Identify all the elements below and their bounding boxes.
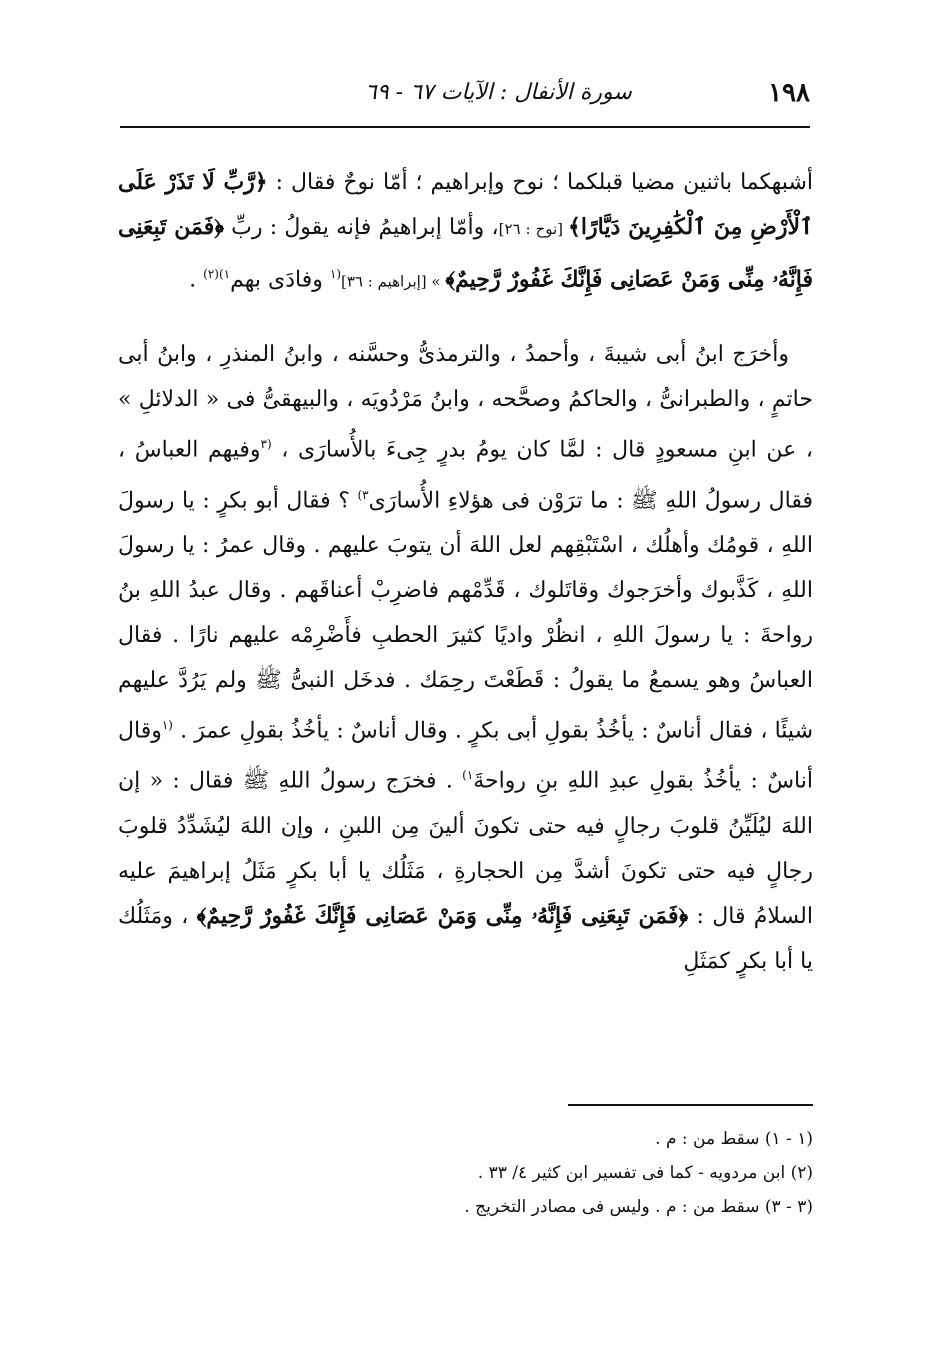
page-number: ١٩٨ <box>768 78 810 108</box>
footnote-marker: (١ <box>161 717 173 732</box>
footnote-marker: (٣ <box>260 437 272 452</box>
text-segment: وفيهم العباسُ ، فقال رسولُ اللهِ ﷺ : ما ترَوْن فى هؤلاءِ الأُسارَى <box>118 437 813 513</box>
verse-reference: » [إبراهيم : ٣٦] <box>341 272 446 291</box>
text-segment: أشبهكما باثنين مضيا قبلكما ؛ نوح وإبراهيم ؛ أمّا نوحٌ فقال : <box>267 170 813 195</box>
footnote-rule <box>568 1104 813 1106</box>
quran-quote: ﴿فَمَن تَبِعَنِى فَإِنَّهُۥ مِنِّى وَمَنْ عَصَانِى فَإِنَّكَ غَفُورٌ رَّحِيمٌ﴾ <box>196 902 689 929</box>
footnote-marker: ٣) <box>357 487 369 502</box>
text-segment: . <box>189 267 204 293</box>
footnote: (٢) ابن مردويه - كما فى تفسير ابن كثير ٤/ ٣٣ . <box>477 1163 813 1183</box>
footnotes <box>300 1122 813 1224</box>
header-rule <box>120 126 810 128</box>
paragraph-2 <box>118 332 813 983</box>
quran-quote: ﴿رَّبِّ لَا تَذَرْ عَلَى ٱلْأَرْضِ مِنَ ٱلْكَٰفِرِينَ دَيَّارًا﴾ <box>118 169 813 240</box>
footnote: (٣ - ٣) سقط من : م . وليس فى مصادر التخريج . <box>464 1197 813 1217</box>
text-segment: وقال أناسٌ : يأخُذُ بقولِ عبدِ اللهِ بنِ رواحةَ <box>118 718 813 794</box>
text-segment: ، وأمّا إبراهيمُ فإنه يقولُ : ربِّ <box>223 215 499 240</box>
text-segment: وفادَى بهم <box>230 267 330 293</box>
quran-quote: ﴿فَمَن تَبِعَنِى فَإِنَّهُۥ مِنِّى وَمَنْ عَصَانِى فَإِنَّكَ غَفُورٌ رَّحِيمٌ﴾ <box>118 214 813 293</box>
text-segment: وأخرَج ابنُ أبى شيبةَ ، وأحمدُ ، والترمذىُّ وحسَّنه ، وابنُ المنذرِ ، وابنُ أبى حاتمٍ ، والطبرانىُّ ، والحاكمُ وصحَّحه ، وابنُ مَرْدُويَه ، والبيهقىُّ فى « الدلائلِ » ، عن ابنِ مسعودٍ قال : لمَّا كان يومُ بدرٍ جِىءَ بالأُسارَى ، <box>118 342 813 463</box>
text-segment: . فخرَج رسولُ اللهِ ﷺ فقال : « إن اللهَ ليُلَيِّنُ قلوبَ رجالٍ فيه حتى تكونَ ألينَ مِن اللبنِ ، وإن اللهَ ليُشَدِّدُ قلوبَ رجالٍ فيه حتى تكونَ أشدَّ مِن الحجارةِ ، مَثَلُك يا أبا بكرٍ مَثَلُ إبراهيمَ عليه السلامُ قال : <box>118 768 813 929</box>
paragraph-1 <box>118 160 813 304</box>
footnote: (١ - ١) سقط من : م . <box>655 1129 813 1149</box>
footnote-marker: ١) <box>462 768 474 783</box>
footnote-marker: ١)(٢) <box>203 267 231 281</box>
text-segment: ؟ فقال أبو بكرٍ : يا رسولَ اللهِ ، قومُك وأهلُك ، اسْتَبْقِهم لعل اللهَ أن يتوبَ عليهم . وقال عمرُ : يا رسولَ اللهِ ، كَذَّبوك وأخرَجوك وقاتَلوك ، قَدِّمْهم فاضرِبْ أعناقَهم . وقال عبدُ اللهِ بنُ رواحةَ : يا رسولَ اللهِ ، انظُرْ واديًا كثيرَ الحطبِ فأَضْرِمْه عليهم نارًا . فقال العباسُ وهو يسمعُ ما يقولُ : قَطَعْتَ رحِمَك . فدخَل النبىُّ ﷺ ولم يَرُدَّ عليهم شيئًا ، فقال أناسٌ : يأخُذُ بقولِ أبى بكرٍ . وقال أناسٌ : يأخُذُ بقولِ عمرَ . <box>118 487 813 744</box>
page-header <box>120 78 810 118</box>
main-text <box>118 160 813 984</box>
footnote-marker: (١ <box>329 267 341 281</box>
running-title: سورة الأنفال : الآيات ٦٧ - ٦٩ <box>365 80 632 105</box>
text-segment: ، ومَثَلُك يا أبا بكرٍ كمَثَلِ <box>118 903 813 974</box>
verse-reference: [نوح : ٢٦] <box>498 220 569 238</box>
